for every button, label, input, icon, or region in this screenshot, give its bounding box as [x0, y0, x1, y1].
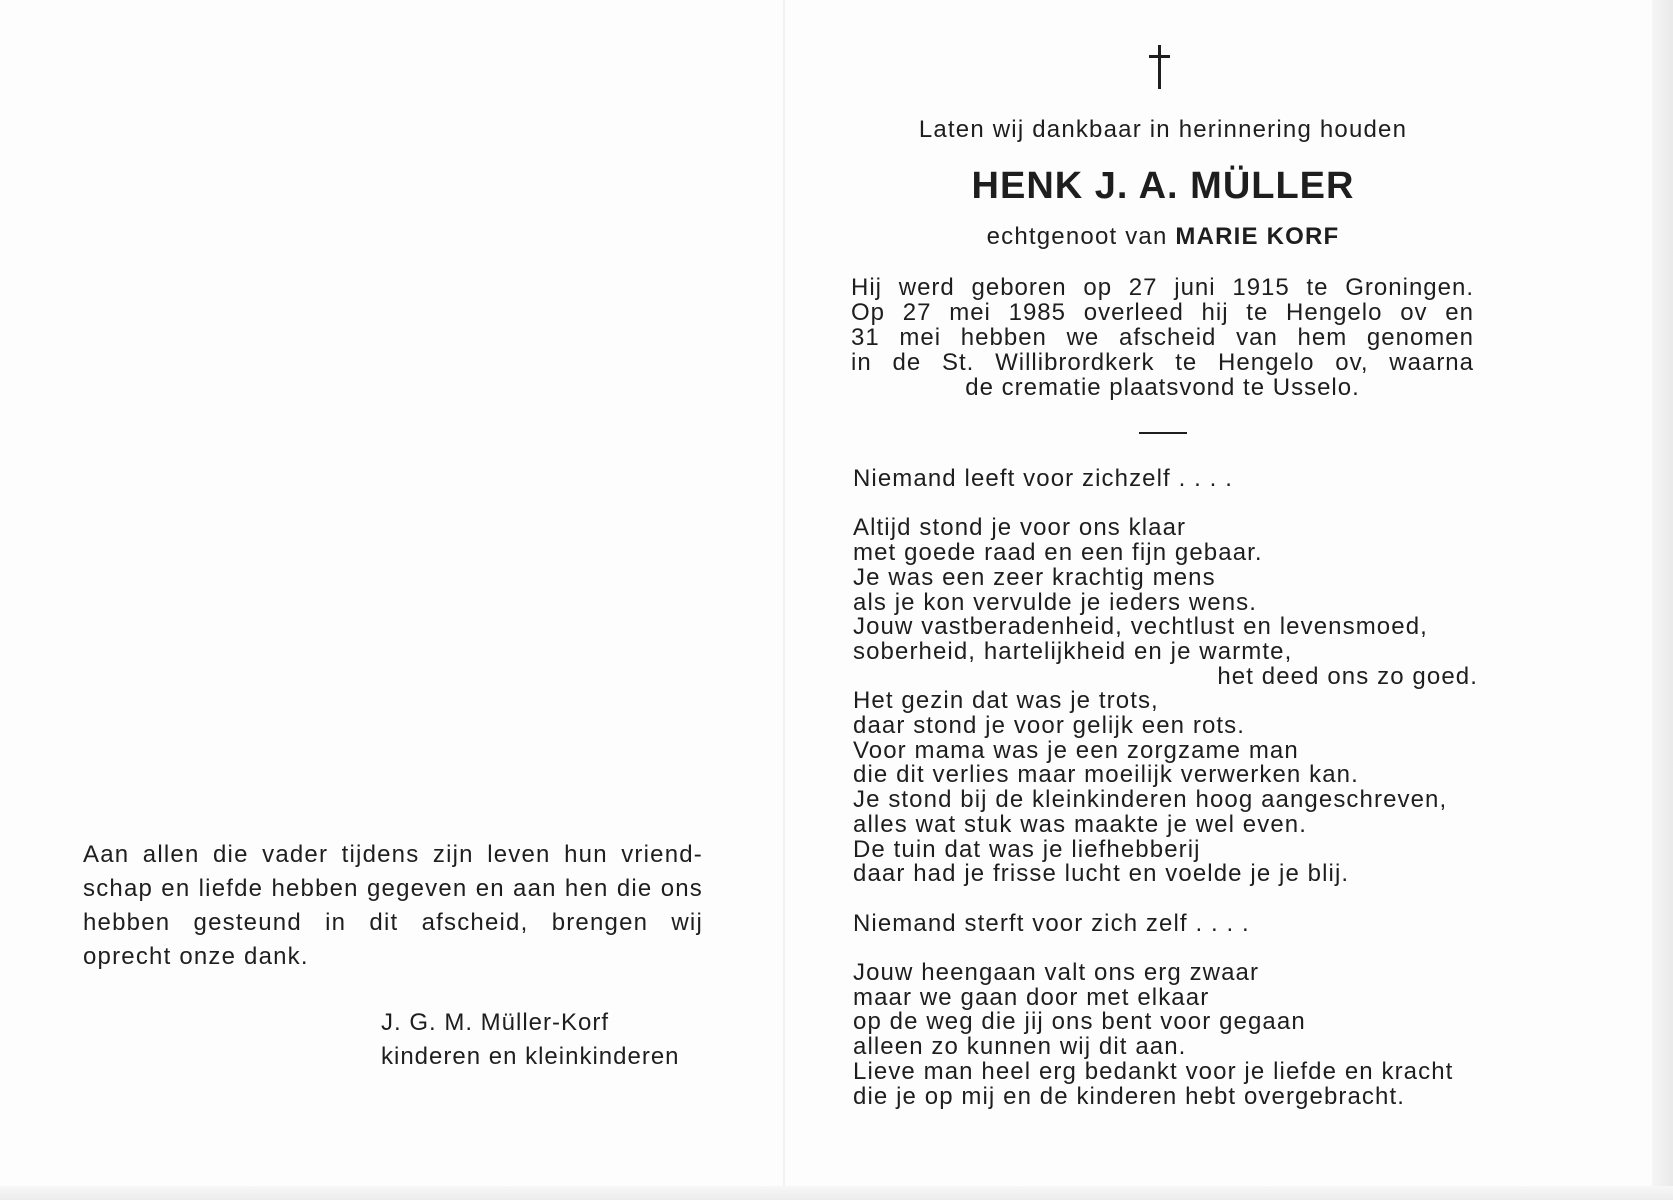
- spouse-prefix: echtgenoot van: [986, 223, 1168, 250]
- spouse-name: MARIE KORF: [1175, 223, 1340, 250]
- cross-icon-horizontal: [1149, 55, 1170, 58]
- poem-line: die dit verlies maar moeilijk verwerken kan.: [853, 761, 1359, 789]
- poem-line: op de weg die jij ons bent voor gegaan: [853, 1008, 1306, 1036]
- poem-line: Altijd stond je voor ons klaar: [853, 514, 1187, 542]
- signature-line-1: J. G. M. Müller-Korf: [381, 1009, 610, 1036]
- cross-icon: [1147, 45, 1173, 89]
- poem-line: Niemand leeft voor zichzelf . . . .: [853, 465, 1233, 492]
- signature-line-2: kinderen en kleinkinderen: [381, 1043, 680, 1070]
- poem: [853, 467, 1478, 1109]
- signature-block: [381, 1006, 680, 1074]
- cross-icon-vertical: [1158, 45, 1161, 89]
- poem-line: De tuin dat was je liefhebberij: [853, 835, 1201, 863]
- thanks-paragraph: Aan allen die vader tijdens zijn leven hun vriend- schap en liefde hebben gegeven en aan hen die ons hebben gesteund in dit afscheid, brengen wij oprecht onze dank.: [83, 841, 703, 970]
- poem-line: daar had je frisse lucht en voelde je je blij.: [853, 860, 1350, 888]
- bio-line: Op 27 mei 1985 overleed hij te Hengelo ov en: [851, 299, 1474, 326]
- poem-line: alleen zo kunnen wij dit aan.: [853, 1033, 1187, 1061]
- poem-line: Lieve man heel erg bedankt voor je liefde en kracht: [853, 1057, 1454, 1085]
- spouse-line: [850, 223, 1476, 251]
- card-fold: [783, 0, 785, 1200]
- poem-line: Je stond bij de kleinkinderen hoog aangeschreven,: [853, 786, 1448, 814]
- poem-line: met goede raad en een fijn gebaar.: [853, 539, 1263, 567]
- poem-line: Je was een zeer krachtig mens: [853, 563, 1216, 591]
- poem-line: die je op mij en de kinderen hebt overgebracht.: [853, 1082, 1406, 1110]
- poem-line: Niemand sterft voor zich zelf . . . .: [853, 909, 1250, 937]
- poem-line: alles wat stuk was maakte je wel even.: [853, 810, 1307, 838]
- poem-line: soberheid, hartelijkheid en je warmte,: [853, 637, 1293, 665]
- bio-line: in de St. Willibrordkerk te Hengelo ov, waarna: [851, 349, 1474, 376]
- memory-line: Laten wij dankbaar in herinnering houden: [918, 116, 1408, 143]
- poem-line: [853, 936, 1478, 961]
- poem-line: [853, 887, 1478, 912]
- deceased-name: HENK J. A. MÜLLER: [971, 165, 1355, 207]
- poem-line: [853, 492, 1478, 517]
- section-divider: [1139, 432, 1187, 434]
- bio-line: 31 mei hebben we afscheid van hem genomen: [851, 324, 1474, 351]
- biography: [851, 275, 1474, 400]
- poem-line: maar we gaan door met elkaar: [853, 983, 1210, 1011]
- poem-line: het deed ons zo goed.: [1217, 662, 1478, 690]
- poem-line: Het gezin dat was je trots,: [853, 687, 1159, 715]
- bio-line: Hij werd geboren op 27 juni 1915 te Groningen.: [851, 274, 1474, 301]
- bio-line: de crematie plaatsvond te Usselo.: [965, 374, 1360, 401]
- poem-line: daar stond je voor gelijk een rots.: [853, 712, 1246, 740]
- card-edge-bottom: [0, 1186, 1673, 1200]
- poem-line: Jouw vastberadenheid, vechtlust en levensmoed,: [853, 613, 1428, 641]
- poem-line: Voor mama was je een zorgzame man: [853, 736, 1299, 764]
- poem-line: als je kon vervulde je ieders wens.: [853, 588, 1258, 616]
- card-edge-right: [1652, 0, 1673, 1200]
- poem-line: Jouw heengaan valt ons erg zwaar: [853, 959, 1260, 987]
